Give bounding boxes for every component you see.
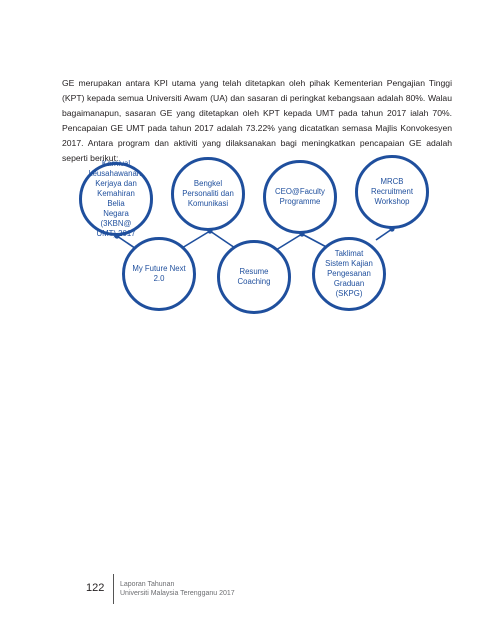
footer-line-2: Universiti Malaysia Terengganu 2017 <box>120 590 235 597</box>
connector-6 <box>376 229 392 240</box>
node-label: CEO@Faculty Programme <box>275 187 325 206</box>
intro-paragraph: GE merupakan antara KPI utama yang telah ditetapkan oleh pihak Kementerian Pengajian Tinggi (KPT) kepada semua Universiti Awam (UA) dan sasaran di peringkat kebangsaan adalah 80%. Walau bagaimanapun, sasaran GE yang ditetapkan oleh KPT kepada UMT pada tahun 2017 ialah 70%. Pencapaian GE UMT pada tahun 2017 adalah 73.22% yang dicatatkan semasa Majlis Konvokesyen 2017. Antara program dan aktiviti yang dilaksanakan bagi meningkatkan pencapaian GE adalah seperti berikut: <box>62 78 452 163</box>
program-node-bengkel <box>171 157 245 231</box>
node-label: Bengkel Personaliti dan Komunikasi <box>182 179 234 208</box>
program-node-mrcb <box>355 155 429 229</box>
footer-divider <box>113 574 114 604</box>
program-node-ceo-faculty <box>263 160 337 234</box>
node-label: Taklimat Sistem Kajian Pengesanan Graduan (SKPG) <box>325 249 373 298</box>
node-label: My Future Next 2.0 <box>132 264 186 283</box>
program-node-resume-coaching <box>217 240 291 314</box>
node-label: Karnival keusahawanan, Kerjaya dan Kemahiran Belia Negara (3KBN@ UMT) 2017 <box>88 159 144 238</box>
program-node-taklimat-skpg <box>312 237 386 311</box>
program-node-karnival <box>79 159 153 238</box>
connector-4 <box>276 234 302 250</box>
connector-2 <box>182 231 210 248</box>
footer-line-1: Laporan Tahunan <box>120 581 175 588</box>
page-number: 122 <box>86 582 105 594</box>
node-label: MRCB Recruitment Workshop <box>370 177 414 206</box>
program-node-my-future-next <box>122 237 196 311</box>
node-label: Resume Coaching <box>237 267 271 286</box>
footer-publication <box>120 580 235 598</box>
